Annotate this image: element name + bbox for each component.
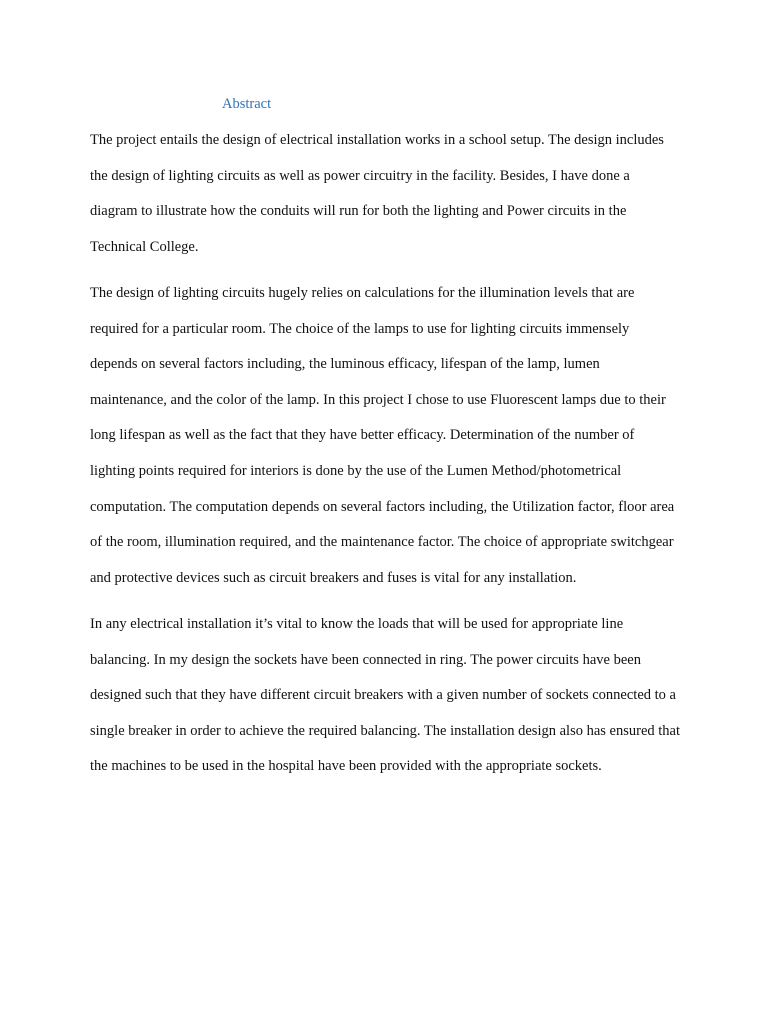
abstract-paragraph-2: The design of lighting circuits hugely relies on calculations for the illumination levels that are required for a particular room. The choice of the lamps to use for lighting circuits immensely depends on several factors including, the luminous efficacy, lifespan of the lamp, lumen maintenance, and the color of the lamp. In this project I chose to use Fluorescent lamps due to their long lifespan as well as the fact that they have better efficacy. Determination of the number of lighting points required for interiors is done by the use of the Lumen Method/photometrical computation. The computation depends on several factors including, the Utilization factor, floor area of the room, illumination required, and the maintenance factor. The choice of appropriate switchgear and protective devices such as circuit breakers and fuses is vital for any installation. — [90, 285, 675, 586]
abstract-heading: Abstract — [222, 96, 272, 112]
abstract-paragraph-3: In any electrical installation it’s vital to know the loads that will be used for appropriate line balancing. In my design the sockets have been connected in ring. The power circuits have been designed such that they have different circuit breakers with a given number of sockets connected to a single breaker in order to achieve the required balancing. The installation design also has ensured that the machines to be used in the hospital have been provided with the appropriate sockets. — [90, 616, 681, 775]
abstract-paragraph-1: The project entails the design of electrical installation works in a school setup. The design includes the design of lighting circuits as well as power circuitry in the facility. Besides, I have done a diagram to illustrate how the conduits will run for both the lighting and Power circuits in the Technical College. — [90, 132, 664, 255]
